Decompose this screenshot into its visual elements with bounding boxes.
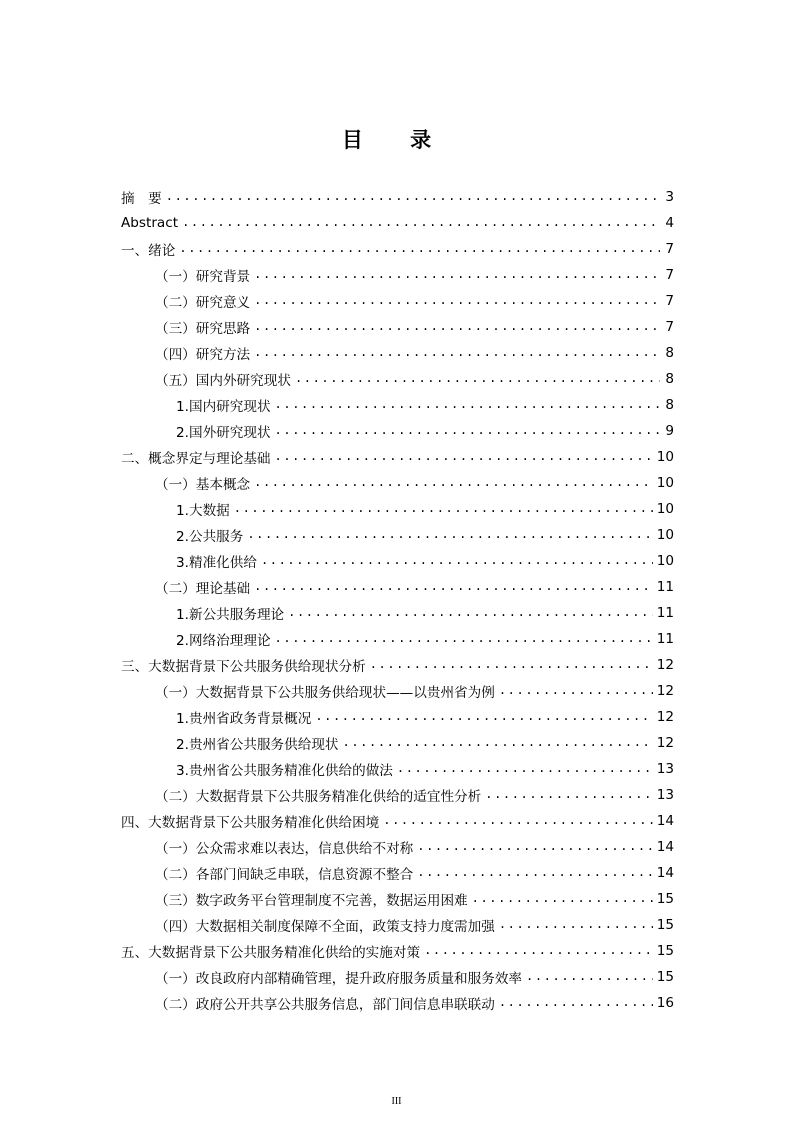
- toc-leader-dots: [261, 553, 653, 567]
- toc-entry[interactable]: [121, 782, 674, 808]
- toc-leader-dots: [472, 891, 653, 905]
- toc-leader-dots: [343, 735, 653, 749]
- toc-entry[interactable]: [121, 574, 674, 600]
- toc-entry[interactable]: [121, 210, 674, 236]
- toc-entry[interactable]: [121, 808, 674, 834]
- toc-entry[interactable]: [121, 392, 674, 418]
- toc-entry-page: 8: [665, 345, 674, 361]
- toc-entry-page: 10: [656, 475, 674, 491]
- toc-entry-page: 12: [656, 735, 674, 751]
- toc-entry-page: 11: [656, 605, 674, 621]
- toc-entry-page: 3: [665, 189, 674, 205]
- toc-entry[interactable]: [121, 756, 674, 782]
- toc-entry[interactable]: [121, 912, 674, 938]
- toc-entry-page: 14: [656, 813, 674, 829]
- toc-entry-label: （二）研究意义: [155, 295, 251, 311]
- toc-entry-label: （一）大数据背景下公共服务供给现状——以贵州省为例: [155, 685, 495, 701]
- toc-entry-page: 15: [656, 969, 674, 985]
- toc-entry[interactable]: [121, 938, 674, 964]
- toc-entry[interactable]: [121, 626, 674, 652]
- toc-title: 目 录: [341, 128, 452, 152]
- toc-entry-label: （四）大数据相关制度保障不全面，政策支持力度需加强: [155, 919, 495, 935]
- toc-entry[interactable]: [121, 340, 674, 366]
- toc-leader-dots: [485, 787, 652, 801]
- toc-leader-dots: [247, 527, 652, 541]
- toc-entry[interactable]: [121, 964, 674, 990]
- toc-entry[interactable]: [121, 548, 674, 574]
- toc-entry-page: 13: [656, 761, 674, 777]
- toc-entry-page: 7: [665, 241, 674, 257]
- toc-entry-label: 1.新公共服务理论: [176, 607, 285, 623]
- toc-entry-label: 1.贵州省政务背景概况: [176, 711, 312, 727]
- toc-leader-dots: [499, 683, 653, 697]
- toc-entry[interactable]: [121, 886, 674, 912]
- toc-entry-page: 12: [656, 683, 674, 699]
- toc-entry-page: 12: [656, 709, 674, 725]
- toc-entry-label: （一）改良政府内部精确管理，提升政府服务质量和服务效率: [155, 971, 523, 987]
- toc-entry[interactable]: [121, 730, 674, 756]
- page-number: III: [391, 1096, 402, 1107]
- toc-leader-dots: [526, 969, 653, 983]
- toc-entry-label: 三、大数据背景下公共服务供给现状分析: [121, 659, 366, 675]
- toc-entry-label: （二）政府公开共享公共服务信息，部门间信息串联联动: [155, 997, 495, 1013]
- toc-entry-label: 2.公共服务: [176, 529, 244, 545]
- toc-entry[interactable]: [121, 444, 674, 470]
- toc-leader-dots: [499, 995, 653, 1009]
- table-of-contents: [121, 184, 674, 1016]
- toc-entry-page: 7: [665, 319, 674, 335]
- toc-entry[interactable]: [121, 314, 674, 340]
- toc-leader-dots: [275, 397, 660, 411]
- toc-entry[interactable]: [121, 470, 674, 496]
- toc-entry-label: （一）公众需求难以表达，信息供给不对称: [155, 841, 414, 857]
- toc-entry-page: 15: [656, 891, 674, 907]
- toc-entry-page: 7: [665, 267, 674, 283]
- toc-leader-dots: [254, 475, 653, 489]
- toc-entry-label: 2.贵州省公共服务供给现状: [176, 737, 339, 753]
- toc-entry[interactable]: [121, 990, 674, 1016]
- toc-entry[interactable]: [121, 184, 674, 210]
- toc-entry-page: 12: [656, 657, 674, 673]
- toc-entry-page: 10: [656, 449, 674, 465]
- toc-entry-label: 3.贵州省公共服务精准化供给的做法: [176, 763, 393, 779]
- toc-entry-page: 11: [656, 631, 674, 647]
- toc-entry-label: 3.精准化供给: [176, 555, 257, 571]
- toc-entry-label: （二）理论基础: [155, 581, 251, 597]
- toc-entry-page: 9: [665, 423, 674, 439]
- toc-entry[interactable]: [121, 678, 674, 704]
- toc-leader-dots: [166, 189, 660, 203]
- toc-entry[interactable]: [121, 288, 674, 314]
- toc-entry-page: 11: [656, 579, 674, 595]
- toc-entry-label: （二）各部门间缺乏串联，信息资源不整合: [155, 867, 414, 883]
- toc-leader-dots: [397, 761, 653, 775]
- toc-entry-label: （三）数字政务平台管理制度不完善，数据运用困难: [155, 893, 468, 909]
- toc-leader-dots: [275, 449, 653, 463]
- toc-leader-dots: [499, 917, 653, 931]
- toc-entry-label: Abstract: [121, 215, 179, 231]
- toc-leader-dots: [295, 371, 660, 385]
- toc-leader-dots: [254, 345, 660, 359]
- toc-leader-dots: [254, 293, 660, 307]
- toc-leader-dots: [182, 215, 660, 229]
- toc-entry-page: 4: [665, 215, 674, 231]
- toc-entry-page: 15: [656, 917, 674, 933]
- toc-entry[interactable]: [121, 366, 674, 392]
- toc-entry-label: （一）研究背景: [155, 269, 251, 285]
- toc-leader-dots: [275, 423, 660, 437]
- toc-entry-label: （二）大数据背景下公共服务精准化供给的适宜性分析: [155, 789, 482, 805]
- toc-leader-dots: [417, 839, 652, 853]
- toc-entry-page: 16: [656, 995, 674, 1011]
- toc-entry[interactable]: [121, 600, 674, 626]
- toc-entry-page: 10: [656, 553, 674, 569]
- toc-entry-label: 1.大数据: [176, 503, 230, 519]
- toc-entry[interactable]: [121, 860, 674, 886]
- toc-entry[interactable]: [121, 496, 674, 522]
- toc-entry-label: 1.国内研究现状: [176, 399, 271, 415]
- toc-entry-page: 7: [665, 293, 674, 309]
- toc-leader-dots: [288, 605, 653, 619]
- toc-entry-page: 13: [656, 787, 674, 803]
- toc-entry-label: （一）基本概念: [155, 477, 251, 493]
- toc-entry[interactable]: [121, 522, 674, 548]
- toc-leader-dots: [370, 657, 653, 671]
- toc-entry-page: 15: [656, 943, 674, 959]
- toc-entry-page: 8: [665, 371, 674, 387]
- toc-entry-label: 摘 要: [121, 191, 162, 207]
- toc-entry[interactable]: [121, 652, 674, 678]
- toc-entry-page: 14: [656, 839, 674, 855]
- toc-entry-page: 10: [656, 527, 674, 543]
- toc-entry[interactable]: [121, 262, 674, 288]
- toc-leader-dots: [254, 319, 660, 333]
- toc-entry-page: 10: [656, 501, 674, 517]
- toc-leader-dots: [383, 813, 652, 827]
- toc-entry-label: 2.国外研究现状: [176, 425, 271, 441]
- toc-entry-label: 2.网络治理理论: [176, 633, 271, 649]
- toc-entry-label: 一、绪论: [121, 243, 176, 259]
- toc-entry[interactable]: [121, 834, 674, 860]
- toc-leader-dots: [179, 241, 660, 255]
- toc-entry[interactable]: [121, 418, 674, 444]
- toc-entry[interactable]: [121, 236, 674, 262]
- toc-leader-dots: [234, 501, 653, 515]
- toc-leader-dots: [275, 631, 653, 645]
- toc-entry-label: 五、大数据背景下公共服务精准化供给的实施对策: [121, 945, 421, 961]
- toc-leader-dots: [254, 579, 653, 593]
- toc-entry-page: 14: [656, 865, 674, 881]
- toc-entry-page: 8: [665, 397, 674, 413]
- toc-entry-label: （三）研究思路: [155, 321, 251, 337]
- toc-entry-label: （四）研究方法: [155, 347, 251, 363]
- toc-leader-dots: [315, 709, 652, 723]
- toc-entry-label: 四、大数据背景下公共服务精准化供给困境: [121, 815, 380, 831]
- toc-entry-label: （五）国内外研究现状: [155, 373, 291, 389]
- toc-leader-dots: [424, 943, 653, 957]
- toc-leader-dots: [417, 865, 652, 879]
- toc-leader-dots: [254, 267, 660, 281]
- toc-entry[interactable]: [121, 704, 674, 730]
- toc-entry-label: 二、概念界定与理论基础: [121, 451, 271, 467]
